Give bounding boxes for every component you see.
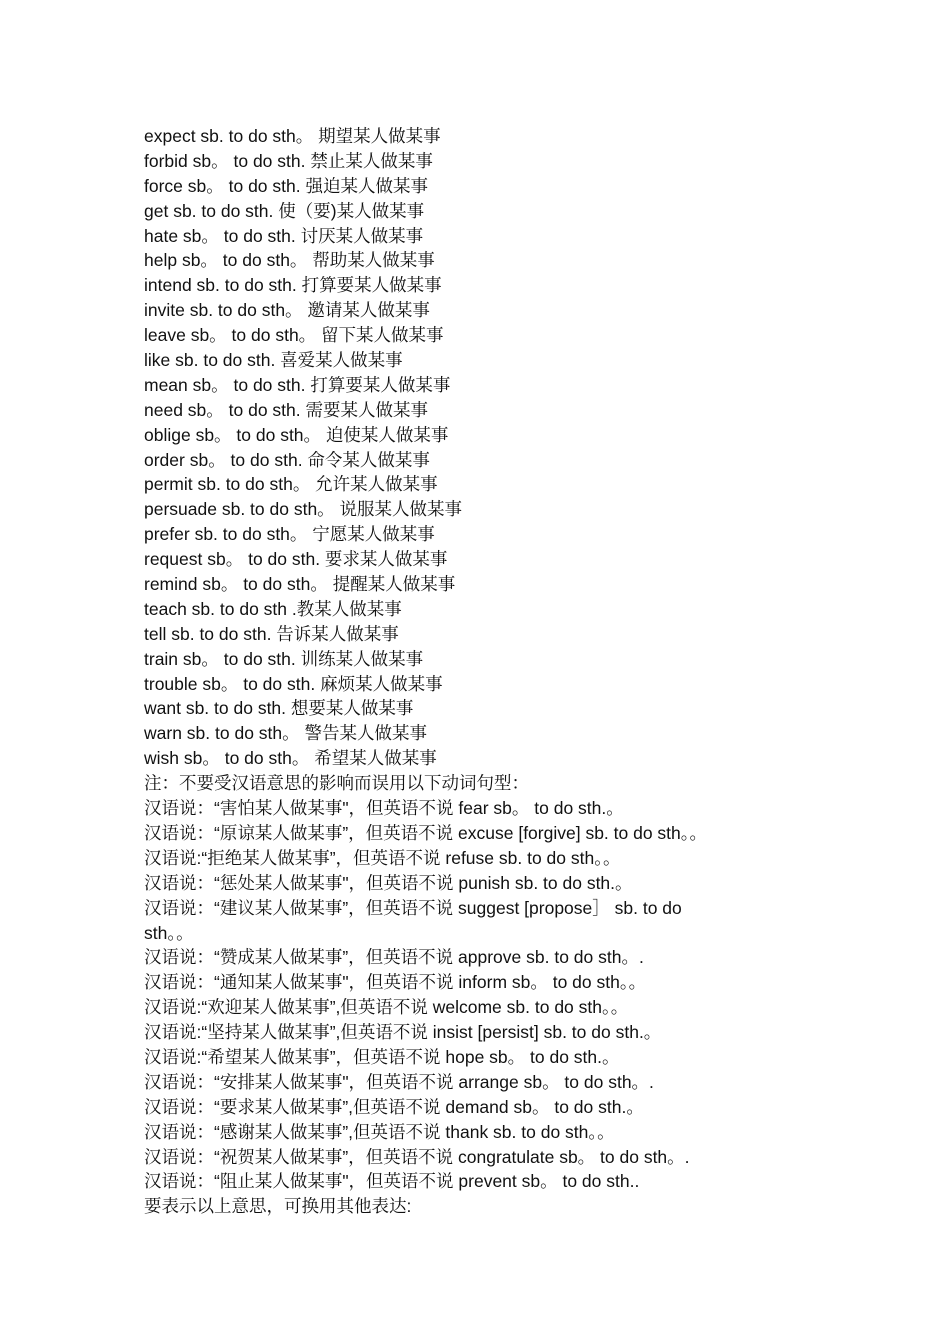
note-line: 汉语说：“建议某人做某事”，但英语不说 suggest [propose］ sb. to do — [144, 897, 682, 918]
text-line: expect sb. to do sth。 期望某人做某事 — [144, 126, 441, 146]
text-line: wish sb。 to do sth。 希望某人做某事 — [144, 748, 437, 769]
note-line: 汉语说：“害怕某人做某事"，但英语不说 fear sb。 to do sth.。 — [144, 798, 624, 819]
note-line: 汉语说:“拒绝某人做某事”，但英语不说 refuse sb. to do sth。。 — [144, 847, 621, 868]
document-body — [144, 124, 804, 1219]
note-line: 汉语说：“安排某人做某事"，但英语不说 arrange sb。 to do sth。. — [144, 1071, 654, 1092]
text-line: persuade sb. to do sth。 说服某人做某事 — [144, 499, 463, 520]
closing-line: 要表示以上意思，可换用其他表达: — [144, 1196, 412, 1217]
text-line: request sb。 to do sth. 要求某人做某事 — [144, 549, 448, 570]
text-line: tell sb. to do sth. 告诉某人做某事 — [144, 623, 399, 644]
text-line: prefer sb. to do sth。 宁愿某人做某事 — [144, 524, 435, 545]
text-line: hate sb。 to do sth. 讨厌某人做某事 — [144, 225, 424, 246]
text-line: order sb。 to do sth. 命令某人做某事 — [144, 449, 430, 470]
note-line: 汉语说：“原谅某人做某事”，但英语不说 excuse [forgive] sb. to do sth。。 — [144, 822, 708, 843]
text-line: warn sb. to do sth。 警告某人做某事 — [144, 723, 427, 744]
text-line: remind sb。 to do sth。 提醒某人做某事 — [144, 574, 456, 595]
text-line: teach sb. to do sth .教某人做某事 — [144, 598, 402, 619]
text-line: forbid sb。 to do sth. 禁止某人做某事 — [144, 150, 433, 171]
text-line: want sb. to do sth. 想要某人做某事 — [144, 698, 414, 719]
note-line: 汉语说：“要求某人做某事”,但英语不说 demand sb。 to do sth.。 — [144, 1096, 644, 1117]
note-line: 汉语说：“惩处某人做某事"，但英语不说 punish sb. to do sth.。 — [144, 872, 633, 893]
note-line: 汉语说:“希望某人做某事”，但英语不说 hope sb。 to do sth.。 — [144, 1046, 620, 1067]
note-line: 汉语说：“通知某人做某事"，但英语不说 inform sb。 to do sth。。 — [144, 972, 647, 993]
text-line: permit sb. to do sth。 允许某人做某事 — [144, 474, 438, 495]
text-line: get sb. to do sth. 使（要)某人做某事 — [144, 200, 425, 221]
text-line: oblige sb。 to do sth。 迫使某人做某事 — [144, 424, 449, 445]
note-line: 汉语说：“感谢某人做某事”,但英语不说 thank sb. to do sth。。 — [144, 1121, 615, 1142]
note-line: 汉语说：“阻止某人做某事"，但英语不说 prevent sb。 to do sth.. — [144, 1171, 640, 1192]
text-line: trouble sb。 to do sth. 麻烦某人做某事 — [144, 673, 443, 694]
note-line: 汉语说：“祝贺某人做某事”，但英语不说 congratulate sb。 to do sth。. — [144, 1146, 690, 1167]
note-line-continuation: sth。。 — [144, 922, 194, 943]
text-line: force sb。 to do sth. 强迫某人做某事 — [144, 175, 428, 196]
text-line: like sb. to do sth. 喜爱某人做某事 — [144, 350, 403, 371]
text-line: intend sb. to do sth. 打算要某人做某事 — [144, 275, 442, 296]
note-line: 汉语说：“赞成某人做某事”，但英语不说 approve sb. to do sth。. — [144, 947, 644, 968]
text-line: help sb。 to do sth。 帮助某人做某事 — [144, 250, 435, 271]
note-line: 汉语说:“坚持某人做某事”,但英语不说 insist [persist] sb. to do sth.。 — [144, 1022, 662, 1043]
note-heading: 注：不要受汉语意思的影响而误用以下动词句型： — [144, 773, 529, 794]
text-line: train sb。 to do sth. 训练某人做某事 — [144, 648, 424, 669]
text-line: leave sb。 to do sth。 留下某人做某事 — [144, 325, 444, 346]
text-line: need sb。 to do sth. 需要某人做某事 — [144, 399, 428, 420]
text-line: invite sb. to do sth。 邀请某人做某事 — [144, 300, 430, 321]
note-line: 汉语说:“欢迎某人做某事”,但英语不说 welcome sb. to do sth。。 — [144, 997, 629, 1018]
text-line: mean sb。 to do sth. 打算要某人做某事 — [144, 374, 451, 395]
